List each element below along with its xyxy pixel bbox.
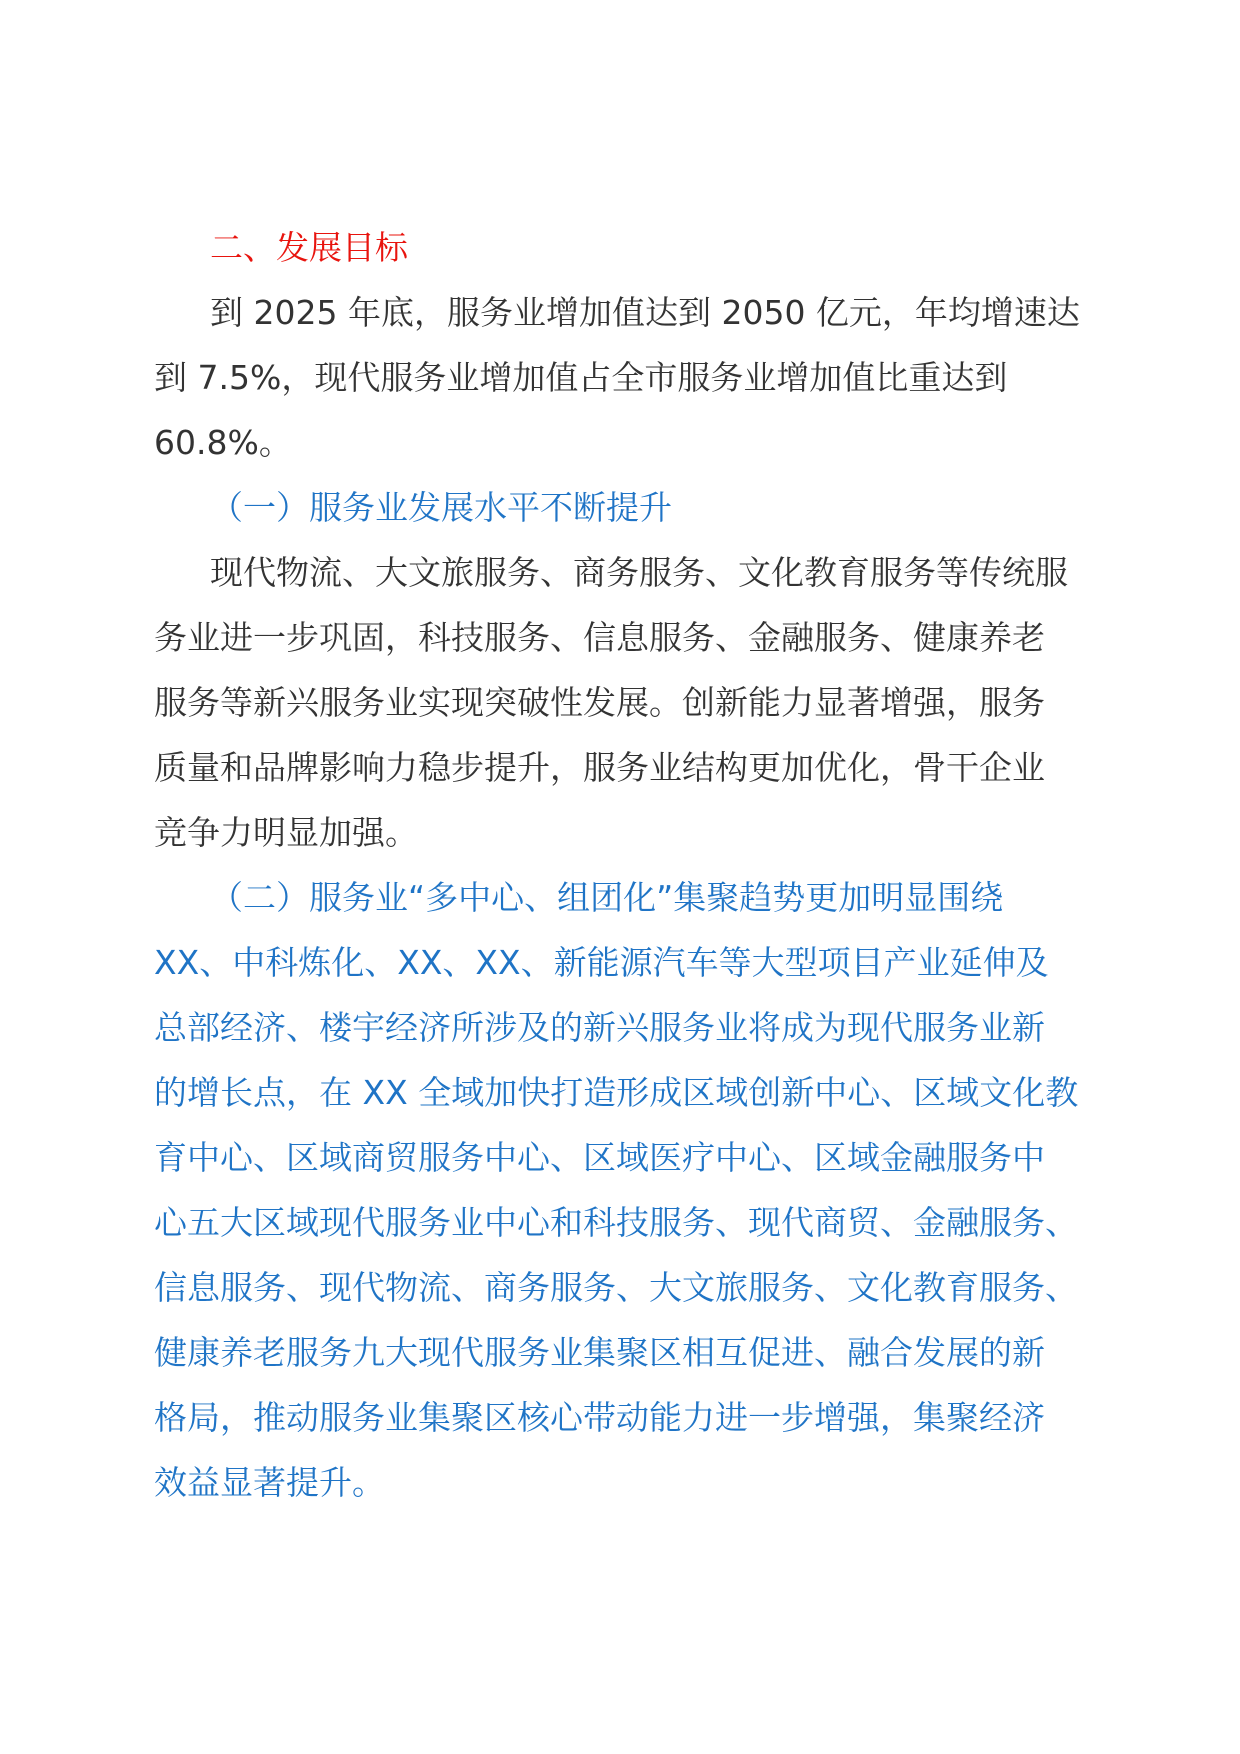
- document-content: [154, 215, 1094, 1515]
- paragraph-line: （二）服务业“多中心、组团化”集聚趋势更加明显围绕: [210, 878, 1004, 917]
- paragraph-line: 效益显著提升。: [154, 1463, 385, 1502]
- paragraph-line: 育中心、区域商贸服务中心、区域医疗中心、区域金融服务中: [154, 1138, 1045, 1177]
- paragraph-line: 务业进一步巩固，科技服务、信息服务、金融服务、健康养老: [154, 618, 1045, 657]
- paragraph-line: 格局，推动服务业集聚区核心带动能力进一步增强，集聚经济: [154, 1398, 1045, 1437]
- paragraph-2: [154, 865, 1094, 1515]
- paragraph-line: 服务等新兴服务业实现突破性发展。创新能力显著增强，服务: [154, 683, 1045, 722]
- subheading-1: （一）服务业发展水平不断提升: [210, 488, 672, 527]
- paragraph-line: 到 2025 年底，服务业增加值达到 2050 亿元，年均增速达: [210, 293, 1080, 332]
- paragraph-line: 健康养老服务九大现代服务业集聚区相互促进、融合发展的新: [154, 1333, 1045, 1372]
- goal-paragraph: [154, 280, 1094, 475]
- section-heading: 二、发展目标: [210, 228, 408, 267]
- paragraph-1: [154, 540, 1094, 865]
- paragraph-line: 现代物流、大文旅服务、商务服务、文化教育服务等传统服: [210, 553, 1068, 592]
- paragraph-line: 60.8%。: [154, 423, 292, 462]
- paragraph-line: 心五大区域现代服务业中心和科技服务、现代商贸、金融服务、: [154, 1203, 1078, 1242]
- paragraph-line: 信息服务、现代物流、商务服务、大文旅服务、文化教育服务、: [154, 1268, 1078, 1307]
- paragraph-line: 到 7.5%，现代服务业增加值占全市服务业增加值比重达到: [154, 358, 1008, 397]
- paragraph-line: 竞争力明显加强。: [154, 813, 418, 852]
- paragraph-line: 质量和品牌影响力稳步提升，服务业结构更加优化，骨干企业: [154, 748, 1045, 787]
- paragraph-line: XX、中科炼化、XX、XX、新能源汽车等大型项目产业延伸及: [154, 943, 1049, 982]
- paragraph-line: 总部经济、楼宇经济所涉及的新兴服务业将成为现代服务业新: [154, 1008, 1045, 1047]
- paragraph-line: 的增长点，在 XX 全域加快打造形成区域创新中心、区域文化教: [154, 1073, 1079, 1112]
